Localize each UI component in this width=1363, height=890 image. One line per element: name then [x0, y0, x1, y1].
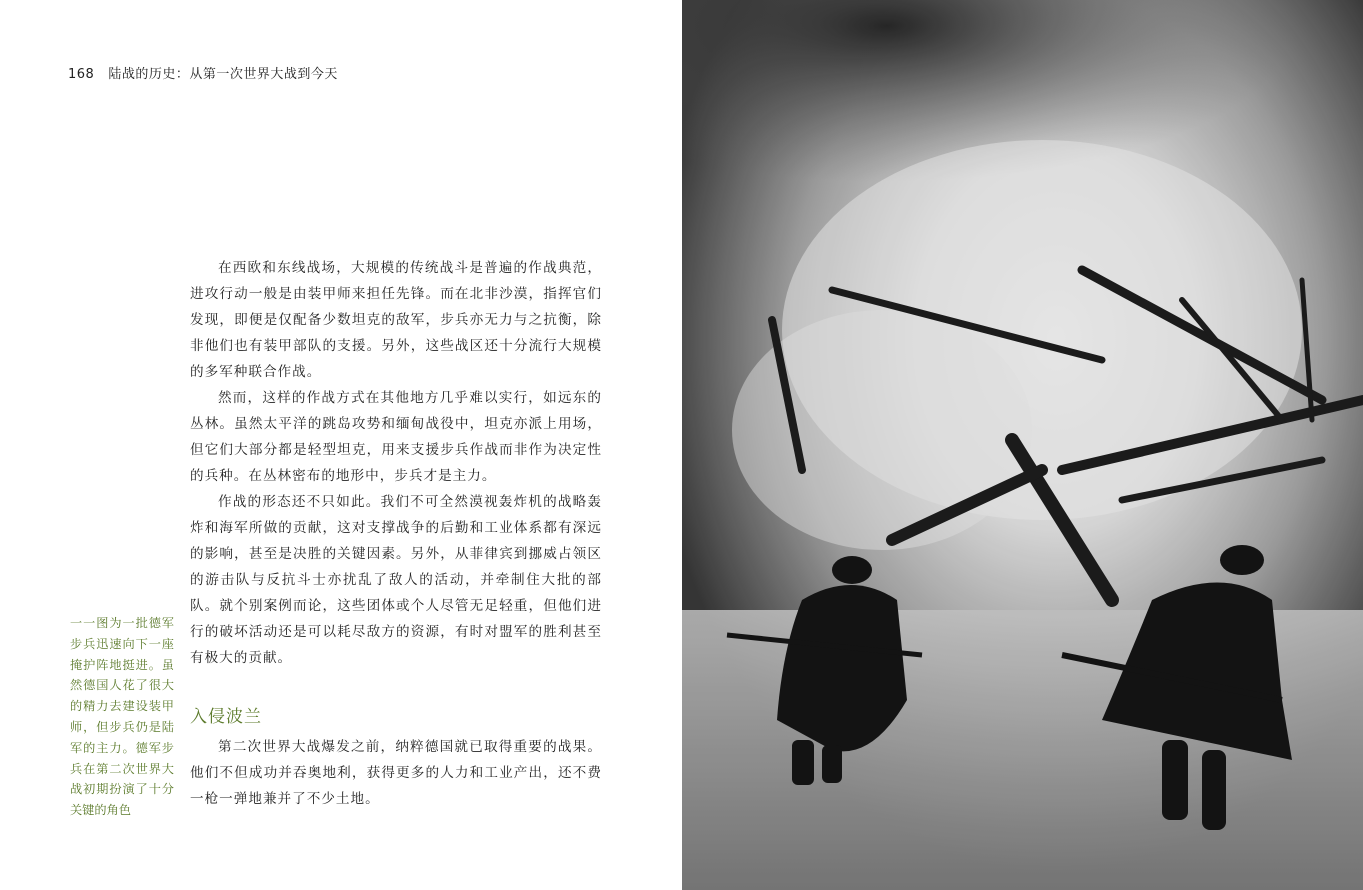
photo-illustration	[682, 0, 1363, 890]
paragraph: 然而，这样的作战方式在其他地方几乎难以实行，如远东的丛林。虽然太平洋的跳岛攻势和缅甸战役中，坦克亦派上用场，但它们大部分都是轻型坦克，用来支援步兵作战而非作为决定性的兵种。在丛林密布的地形中，步兵才是主力。	[190, 390, 602, 484]
book-title: 陆战的历史：从第一次世界大战到今天	[108, 67, 338, 82]
paragraph: 在西欧和东线战场，大规模的传统战斗是普遍的作战典范，进攻行动一般是由装甲师来担任先锋。而在北非沙漠，指挥官们发现，即便是仅配备少数坦克的敌军，步兵亦无力与之抗衡，除非他们也有装甲部队的支援。另外，这些战区还十分流行大规模的多军种联合作战。	[190, 260, 602, 380]
page-number: 168	[68, 67, 95, 82]
war-photo	[682, 0, 1363, 890]
section-heading: 入侵波兰	[190, 707, 262, 727]
running-head	[68, 63, 338, 82]
body-text	[190, 255, 602, 671]
paragraph: 第二次世界大战爆发之前，纳粹德国就已取得重要的战果。他们不但成功并吞奥地利，获得更多的人力和工业产出，还不费一枪一弹地兼并了不少土地。	[190, 739, 602, 807]
photo-caption: 一一图为一批德军步兵迅速向下一座掩护阵地挺进。虽然德国人花了很大的精力去建设装甲师，但步兵仍是陆军的主力。德军步兵在第二次世界大战初期扮演了十分关键的角色	[70, 616, 174, 818]
section-body	[190, 734, 602, 812]
paragraph: 作战的形态还不只如此。我们不可全然漠视轰炸机的战略轰炸和海军所做的贡献，这对支撑战争的后勤和工业体系都有深远的影响，甚至是决胜的关键因素。另外，从菲律宾到挪威占领区的游击队与反抗斗士亦扰乱了敌人的活动，并牵制住大批的部队。就个别案例而论，这些团体或个人尽管无足轻重，但他们进行的破坏活动还是可以耗尽敌方的资源，有时对盟军的胜利甚至有极大的贡献。	[190, 494, 602, 666]
